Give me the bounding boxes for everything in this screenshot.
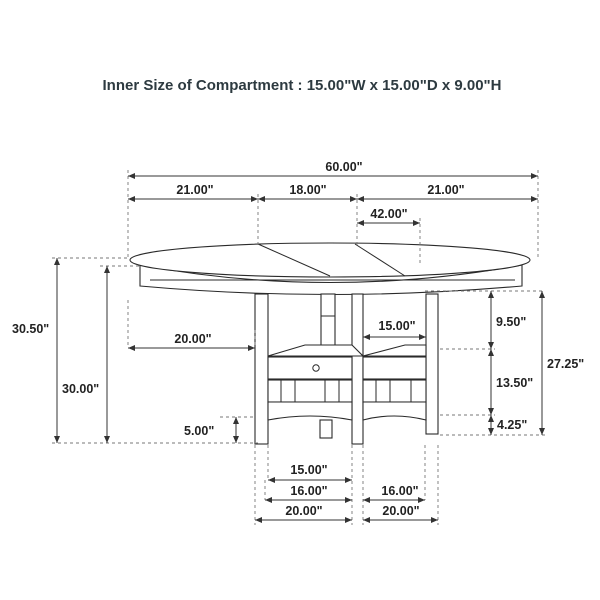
label-base-width-front: 16.00" [290, 484, 328, 498]
pedestal-base [255, 294, 438, 444]
drawer-front [268, 357, 352, 379]
label-base-width-side: 16.00" [381, 484, 419, 498]
diagram-title: Inner Size of Compartment : 15.00"W x 15.00"D x 9.00"H [102, 77, 502, 94]
label-right-leaf: 21.00" [427, 183, 465, 197]
label-compartment-width: 15.00" [378, 319, 416, 333]
label-foot-span-front: 20.00" [285, 504, 323, 518]
label-height-top: 30.50" [12, 322, 50, 336]
label-height: 30.00" [62, 382, 100, 396]
label-compartment-height: 13.50" [496, 376, 534, 390]
label-overhang: 20.00" [174, 332, 212, 346]
label-center-leaf: 18.00" [289, 183, 327, 197]
dimension-labels [12, 160, 584, 518]
label-base-inner-width: 15.00" [290, 463, 328, 477]
label-foot-height-right: 4.25" [497, 418, 528, 432]
label-overall-width: 60.00" [325, 160, 363, 174]
label-base-to-apron: 27.25" [547, 357, 585, 371]
label-foot-span-side: 20.00" [382, 504, 420, 518]
label-top-radius: 42.00" [370, 207, 408, 221]
label-foot-height-left: 5.00" [184, 424, 215, 438]
label-upper-height: 9.50" [496, 315, 527, 329]
label-left-leaf: 21.00" [176, 183, 214, 197]
table-top [130, 243, 530, 277]
compartment-shelf [268, 345, 363, 356]
